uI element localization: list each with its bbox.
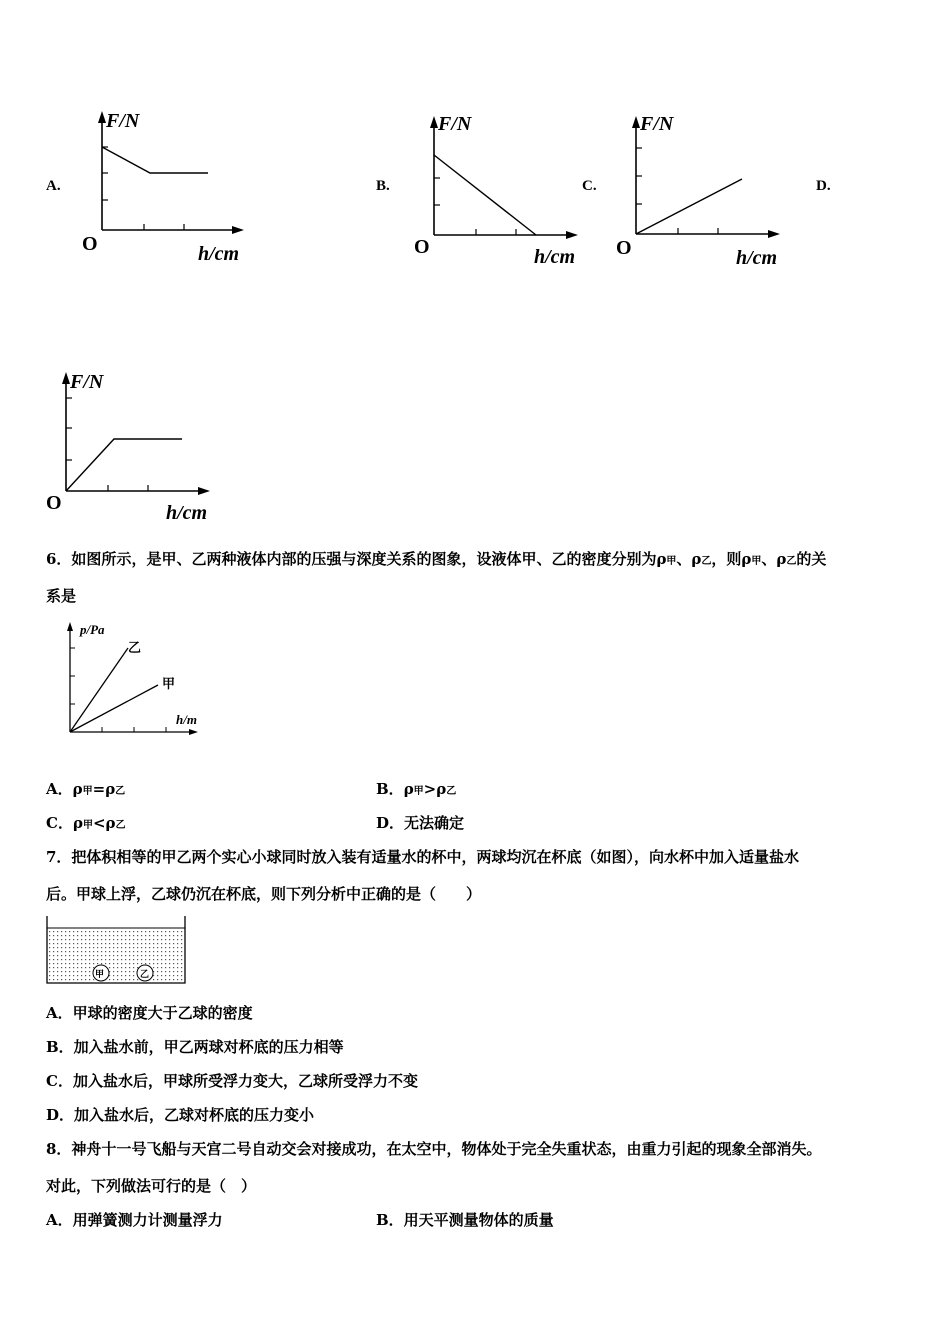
graph-b <box>412 110 587 275</box>
q8-stem-line2: 对此，下列做法可行的是（ ） <box>46 1177 257 1195</box>
q7-option-b[interactable]: B．加入盐水前，甲乙两球对杯底的压力相等 <box>46 1038 344 1056</box>
q8-option-b[interactable]: B．用天平测量物体的质量 <box>376 1211 554 1229</box>
graph-d <box>42 366 222 531</box>
graph-b-line <box>434 155 536 235</box>
graph-d-origin: O <box>46 492 62 514</box>
option-a-label[interactable]: A. <box>46 178 61 194</box>
q7-option-c[interactable]: C．加入盐水后，甲球所受浮力变大，乙球所受浮力不变 <box>46 1072 418 1090</box>
q7-option-d[interactable]: D．加入盐水后，乙球对杯底的压力变小 <box>46 1106 315 1124</box>
q7-ball-jia-label: 甲 <box>95 969 105 979</box>
option-d-label[interactable]: D. <box>816 178 831 194</box>
q7-option-a[interactable]: A．甲球的密度大于乙球的密度 <box>46 1004 253 1022</box>
q8-stem-line1: 8．神舟十一号飞船与天宫二号自动交会对接成功，在太空中，物体处于完全失重状态，由重力引起的现象全部消失。 <box>46 1140 822 1158</box>
q6-label-jia: 甲 <box>162 676 176 691</box>
graph-a <box>78 105 253 270</box>
option-b-label[interactable]: B. <box>376 178 390 194</box>
q6-option-b[interactable]: B．ρ甲>ρ乙 <box>376 780 457 798</box>
q6-pressure-graph <box>48 618 218 743</box>
q6-label-yi: 乙 <box>128 640 142 655</box>
q6-y-label: p/Pa <box>80 622 105 637</box>
graph-d-y-label: F/N <box>70 371 104 393</box>
q6-option-a[interactable]: A．ρ甲=ρ乙 <box>46 780 126 798</box>
q6-line-jia <box>70 685 158 732</box>
option-c-label[interactable]: C. <box>582 178 597 194</box>
graph-c-line <box>636 179 742 234</box>
graph-c-y-label: F/N <box>640 113 674 135</box>
q8-option-a[interactable]: A．用弹簧测力计测量浮力 <box>46 1211 223 1229</box>
graph-b-x-label: h/cm <box>534 246 576 268</box>
q7-cup-diagram <box>44 914 190 986</box>
q7-ball-yi-label: 乙 <box>140 969 150 979</box>
graph-a-line <box>102 147 208 173</box>
graph-a-y-label: F/N <box>106 110 140 132</box>
q6-x-label: h/m <box>176 712 197 727</box>
graph-b-y-label: F/N <box>438 113 472 135</box>
graph-b-origin: O <box>414 236 430 258</box>
graph-d-x-label: h/cm <box>166 502 208 524</box>
graph-c <box>614 110 789 275</box>
q7-stem-line1: 7．把体积相等的甲乙两个实心小球同时放入装有适量水的杯中，两球均沉在杯底（如图），向水杯中加入适量盐水 <box>46 848 799 866</box>
q6-line-yi <box>70 648 128 732</box>
graph-c-origin: O <box>616 237 632 259</box>
q7-stem-line2: 后。甲球上浮，乙球仍沉在杯底，则下列分析中正确的是（ ） <box>46 885 482 903</box>
graph-a-x-label: h/cm <box>198 243 240 265</box>
q6-option-d[interactable]: D．无法确定 <box>376 814 465 832</box>
q6-option-c[interactable]: C．ρ甲<ρ乙 <box>46 814 126 832</box>
graph-d-line <box>66 439 182 491</box>
graph-a-origin: O <box>82 233 98 255</box>
q6-stem-line2: 系是 <box>46 587 77 605</box>
graph-c-x-label: h/cm <box>736 247 778 269</box>
q6-stem-line1: 6．如图所示，是甲、乙两种液体内部的压强与深度关系的图象，设液体甲、乙的密度分别为ρ甲、ρ乙，则ρ甲、ρ乙的关 <box>46 550 827 568</box>
